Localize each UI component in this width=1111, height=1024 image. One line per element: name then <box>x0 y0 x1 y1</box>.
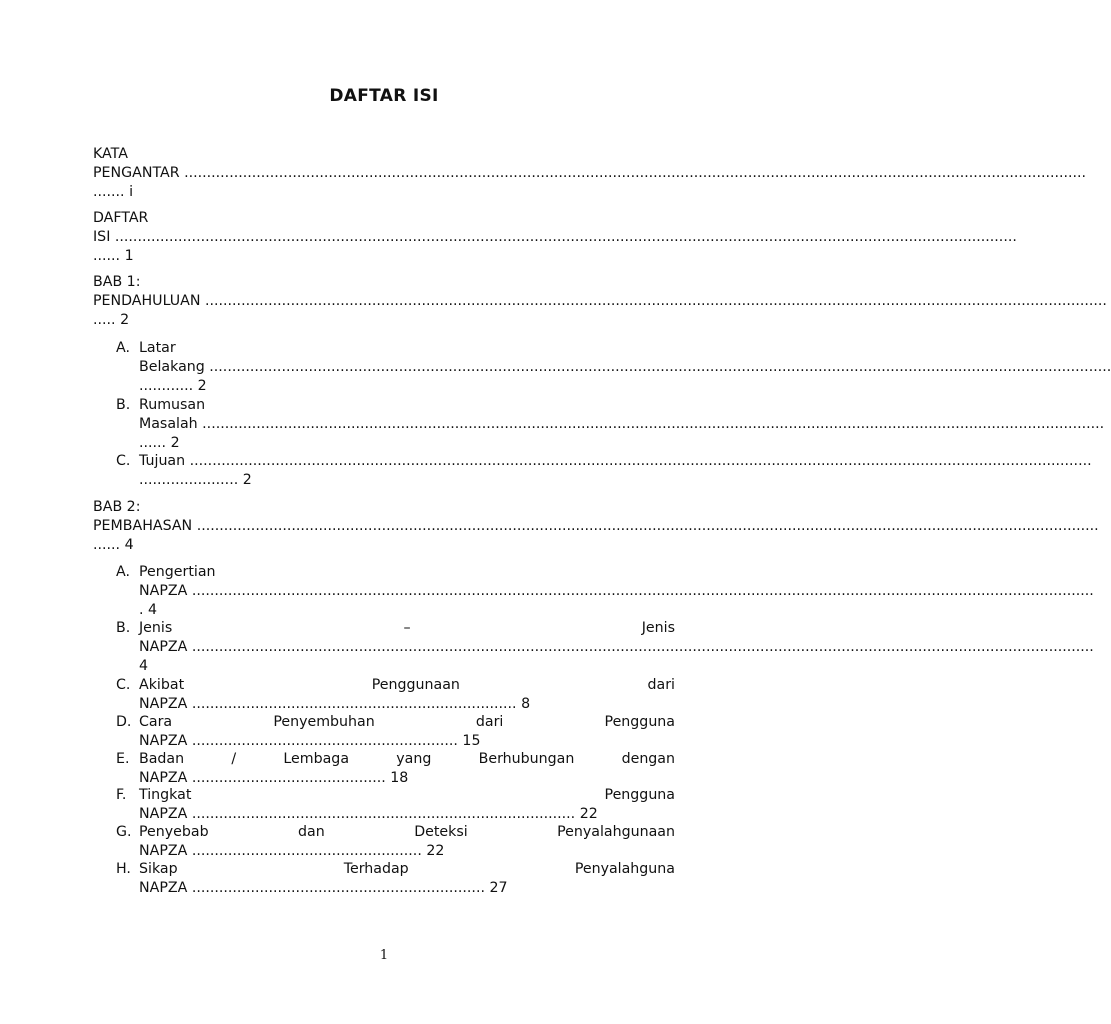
toc-page-number: 8 <box>521 696 531 712</box>
toc-item-2h-line1 <box>139 860 675 879</box>
toc-page-number: 1 <box>124 248 134 264</box>
toc-item-2d-line1 <box>139 713 675 732</box>
toc-word: dan <box>298 824 325 840</box>
toc-item-1b-line1: Rumusan <box>139 397 206 413</box>
toc-item-2g-line2 <box>139 842 444 861</box>
toc-page-number: 2 <box>120 312 130 328</box>
toc-chapter-2-line2 <box>93 517 1099 536</box>
toc-item-2c-line1 <box>139 676 675 695</box>
toc-entry-label: ISI <box>93 229 111 245</box>
toc-word: yang <box>396 751 432 767</box>
toc-word: Jenis <box>641 620 675 636</box>
toc-item-letter: A. <box>116 340 130 356</box>
dot-leader: ........................................................................................................................................................................................................ <box>204 293 1107 309</box>
toc-item-2a-line1: Pengertian <box>139 564 216 580</box>
toc-page-number: i <box>129 184 134 200</box>
toc-page-number: 22 <box>426 843 445 859</box>
toc-item-letter: A. <box>116 564 130 580</box>
toc-chapter-2-line1: BAB 2: <box>93 499 141 515</box>
toc-item-1a-line3 <box>139 377 207 396</box>
toc-item-2f-line2 <box>139 805 598 824</box>
toc-item-2h-line2 <box>139 879 508 898</box>
toc-item-letter: D. <box>116 714 132 730</box>
toc-chapter-1-line2 <box>93 292 1107 311</box>
toc-item-letter: H. <box>116 861 131 877</box>
toc-item-2g-line1 <box>139 823 675 842</box>
toc-item-1b-line2 <box>139 415 1105 434</box>
dot-leader: ........................................................... <box>191 733 458 749</box>
dot-leader-tail: ...... <box>93 248 121 264</box>
toc-word: Badan <box>139 751 185 767</box>
toc-word: Cara <box>139 714 173 730</box>
toc-item-2a-line2 <box>139 582 1094 601</box>
toc-word: dari <box>475 714 504 730</box>
toc-word: Terhadap <box>343 861 409 877</box>
toc-item-2d-line2 <box>139 732 480 751</box>
toc-item-2c-line2 <box>139 695 530 714</box>
toc-entry-label: NAPZA <box>139 843 188 859</box>
dot-leader: ........................................................................................................................................................................................................ <box>202 416 1105 432</box>
dot-leader: ................................................... <box>191 843 422 859</box>
toc-word: Akibat <box>139 677 185 693</box>
dot-leader: ........................................................................................................................................................................................................ <box>191 583 1094 599</box>
dot-leader-tail: ...... <box>93 537 121 553</box>
toc-entry-label: NAPZA <box>139 880 188 896</box>
toc-item-2e-line1 <box>139 750 675 769</box>
dot-leader: ........................................................................................................................................................................................................ <box>114 229 1017 245</box>
page-number: 1 <box>379 948 389 963</box>
toc-entry-label: Tujuan <box>139 453 186 469</box>
dot-leader-tail: ....... <box>93 184 125 200</box>
toc-page-number: 2 <box>242 472 252 488</box>
toc-item-2a-line3 <box>139 601 157 620</box>
toc-word: Penyembuhan <box>273 714 375 730</box>
toc-page-number: 18 <box>390 770 409 786</box>
toc-entry-label: PENDAHULUAN <box>93 293 201 309</box>
toc-entry-kata-pengantar-line3 <box>93 183 133 202</box>
toc-item-2b-line1 <box>139 619 675 638</box>
toc-page-number: 22 <box>579 806 598 822</box>
toc-word: – <box>403 620 411 636</box>
toc-entry-daftar-isi-line1: DAFTAR <box>93 210 149 226</box>
dot-leader: ........................................................................ <box>191 696 517 712</box>
toc-item-2b-line2 <box>139 638 1094 657</box>
toc-page-number: 2 <box>170 435 180 451</box>
toc-entry-label: PENGANTAR <box>93 165 180 181</box>
dot-leader: ........................................................................................................................................................................................................ <box>184 165 1087 181</box>
dot-leader-tail: ............ <box>139 378 194 394</box>
toc-item-1a-line1: Latar <box>139 340 176 356</box>
toc-item-2b-line3: 4 <box>139 658 149 674</box>
toc-word: dengan <box>621 751 675 767</box>
dot-leader: ........................................... <box>191 770 386 786</box>
toc-entry-daftar-isi-line2 <box>93 228 1017 247</box>
toc-page-number: 4 <box>124 537 134 553</box>
toc-word: Penggunaan <box>371 677 460 693</box>
toc-entry-label: NAPZA <box>139 639 188 655</box>
toc-item-1b-line3 <box>139 434 180 453</box>
toc-item-letter: B. <box>116 620 131 636</box>
toc-item-1c-line2 <box>139 471 252 490</box>
dot-leader: ................................................................. <box>191 880 485 896</box>
toc-word: Deteksi <box>414 824 468 840</box>
toc-word: Berhubungan <box>478 751 575 767</box>
toc-word: / <box>231 751 237 767</box>
toc-entry-label: NAPZA <box>139 583 188 599</box>
toc-chapter-1-line1: BAB 1: <box>93 274 141 290</box>
toc-chapter-1-line3 <box>93 311 129 330</box>
toc-entry-label: NAPZA <box>139 806 188 822</box>
page-title: DAFTAR ISI <box>329 86 439 106</box>
dot-leader: ........................................................................................................................................................................................................ <box>191 639 1094 655</box>
toc-word: Penyalahgunaan <box>557 824 675 840</box>
toc-item-letter: E. <box>116 751 130 767</box>
dot-leader-tail: ...................... <box>139 472 239 488</box>
toc-word: Tingkat <box>139 787 192 803</box>
toc-word: Pengguna <box>604 714 675 730</box>
toc-item-2f-line1 <box>139 786 675 805</box>
dot-leader: ........................................................................................................................................................................................................ <box>209 359 1111 375</box>
toc-entry-label: Masalah <box>139 416 198 432</box>
toc-page-number: 27 <box>489 880 508 896</box>
toc-entry-daftar-isi-line3 <box>93 247 134 266</box>
toc-entry-label: NAPZA <box>139 770 188 786</box>
toc-word: Jenis <box>139 620 173 636</box>
toc-item-1c-line1 <box>139 452 1092 471</box>
toc-page-number: 15 <box>462 733 481 749</box>
toc-word: Lembaga <box>283 751 350 767</box>
toc-entry-kata-pengantar-line1: KATA <box>93 146 128 162</box>
toc-entry-label: PEMBAHASAN <box>93 518 193 534</box>
toc-entry-label: NAPZA <box>139 733 188 749</box>
toc-item-letter: C. <box>116 453 131 469</box>
toc-word: Penyalahguna <box>574 861 675 877</box>
toc-entry-label: Belakang <box>139 359 205 375</box>
toc-item-letter: F. <box>116 787 127 803</box>
toc-item-letter: C. <box>116 677 131 693</box>
toc-chapter-2-line3 <box>93 536 134 555</box>
toc-page-number: 2 <box>197 378 207 394</box>
toc-entry-kata-pengantar-line2 <box>93 164 1087 183</box>
toc-word: Sikap <box>139 861 178 877</box>
dot-leader-tail: ..... <box>93 312 116 328</box>
dot-leader: ........................................................................................................................................................................................................ <box>189 453 1092 469</box>
toc-word: dari <box>647 677 675 693</box>
dot-leader: ........................................................................................................................................................................................................ <box>196 518 1099 534</box>
toc-entry-label: NAPZA <box>139 696 188 712</box>
dot-leader-tail: ...... <box>139 435 167 451</box>
dot-leader: ..................................................................................... <box>191 806 576 822</box>
toc-item-1a-line2 <box>139 358 1111 377</box>
toc-page-number: 4 <box>148 602 158 618</box>
toc-item-letter: G. <box>116 824 132 840</box>
toc-word: Pengguna <box>604 787 675 803</box>
toc-word: Penyebab <box>139 824 209 840</box>
dot-leader-tail: . <box>139 602 144 618</box>
toc-item-letter: B. <box>116 397 131 413</box>
